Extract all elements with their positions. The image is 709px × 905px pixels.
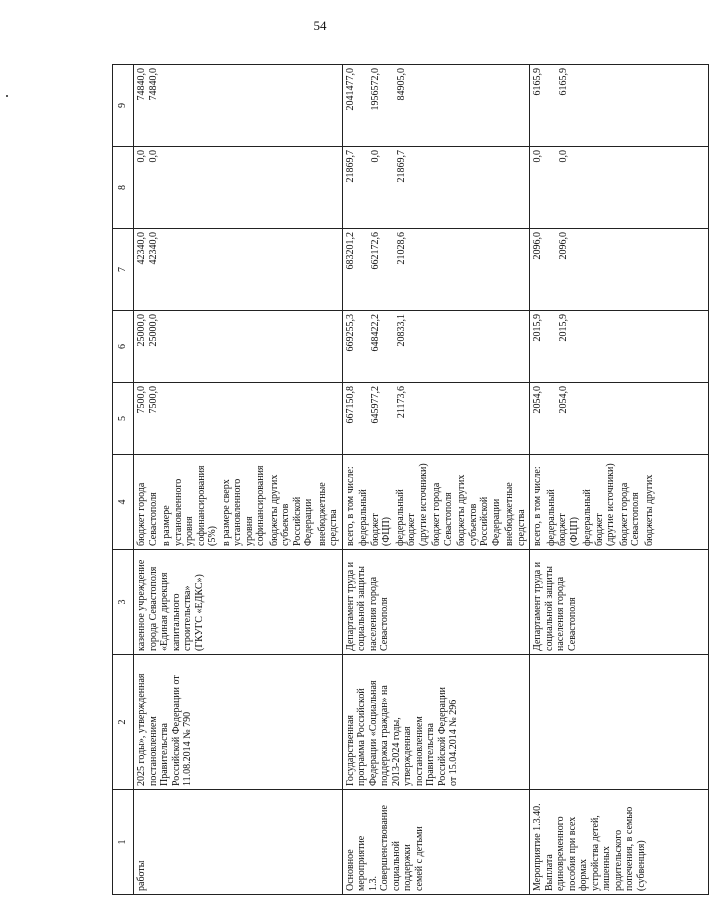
value-cell-6 (342, 311, 530, 383)
table-row (530, 65, 709, 895)
value: 0,0 (370, 150, 381, 163)
funding-sources-cell (134, 455, 343, 550)
value: 662172,6 (370, 232, 381, 270)
funding-source: в размере сверх установленного уровня софинансирования (220, 465, 266, 546)
value: 21028,6 (395, 232, 407, 265)
table-row (342, 65, 530, 895)
value (544, 68, 558, 143)
funding-source: бюджеты других субъектов Российской Федерации (456, 474, 502, 546)
value-cell-8 (134, 147, 343, 229)
funding-source: в размере установленного уровня софинансирования (5%) (161, 465, 218, 546)
funding-source: бюджет города Севастополя (618, 482, 641, 546)
value: 7500,0 (136, 386, 147, 414)
header-cell-2: 2 (113, 655, 134, 790)
value: 2096,0 (532, 232, 543, 260)
value: 74840,0 (147, 68, 159, 101)
value (544, 232, 558, 307)
value: 2015,9 (557, 314, 569, 342)
value: 2054,0 (532, 386, 543, 414)
header-cell-1: 1 (113, 790, 134, 895)
header-cell-4: 4 (113, 455, 134, 550)
value: 25000,0 (147, 314, 159, 347)
value-cell-8 (342, 147, 530, 229)
header-row (113, 65, 134, 895)
funding-source: бюджет города Севастополя (136, 482, 159, 546)
value (544, 150, 558, 225)
value-cell-5 (530, 383, 709, 455)
rotated-table-frame (112, 65, 655, 895)
value: 42340,0 (136, 232, 147, 265)
funding-source: внебюджетные средства (316, 482, 339, 546)
program-cell: Государственная программа Российской Федерации «Социальная поддержка граждан» на 2013-2024 годы, утвержденная постановлением Правительства Российской Федерации от 15.04.2014 № 296 (342, 655, 530, 790)
value (356, 232, 370, 307)
value (544, 314, 558, 379)
value (356, 68, 370, 143)
value: 645977,2 (370, 386, 381, 424)
value (544, 386, 558, 451)
value: 667150,8 (344, 386, 356, 424)
header-cell-6: 6 (113, 311, 134, 383)
funding-sources-cell (530, 455, 709, 550)
value (356, 314, 370, 379)
value-cell-7 (342, 229, 530, 311)
program-cell: 2025 годы», утвержденная постановлением Правительства Российской Федерации от 11.08.2014 № 790 (134, 655, 343, 790)
value-cell-9 (342, 65, 530, 147)
funding-source: федеральный бюджет (ФЦП) (545, 489, 580, 546)
value: 74840,0 (136, 68, 147, 101)
value: 21173,6 (395, 386, 407, 419)
value-cell-7 (530, 229, 709, 311)
value-cell-9 (530, 65, 709, 147)
value: 648422,2 (370, 314, 381, 352)
scan-artifact (6, 95, 8, 97)
value: 0,0 (532, 150, 543, 163)
funding-source: бюджеты других (643, 474, 655, 546)
value: 2041477,0 (344, 68, 356, 111)
page-number: 54 (313, 18, 327, 33)
value: 683201,2 (344, 232, 356, 270)
value: 42340,0 (147, 232, 159, 265)
funding-source: федеральный бюджет (другие источники) (582, 463, 616, 546)
value: 6165,9 (557, 68, 569, 96)
value-cell-5 (134, 383, 343, 455)
table-row (134, 65, 343, 895)
executor-cell: казенное учреждение города Севастополя «Единая дирекция капитального строительства» (ГКУГС «ЕДКС») (134, 550, 343, 655)
value: 0,0 (136, 150, 147, 163)
event-name-cell: работы (134, 790, 343, 895)
value-cell-7 (134, 229, 343, 311)
value-cell-8 (530, 147, 709, 229)
executor-cell: Департамент труда и социальной защиты населения города Севастополя (342, 550, 530, 655)
value: 0,0 (147, 150, 159, 163)
header-cell-8: 8 (113, 147, 134, 229)
value: 7500,0 (147, 386, 159, 414)
value: 21869,7 (395, 150, 407, 183)
value (356, 150, 370, 225)
value: 25000,0 (136, 314, 147, 347)
value: 0,0 (557, 150, 569, 163)
program-cell (530, 655, 709, 790)
funding-source: всего, в том числе: (532, 466, 543, 546)
value: 669255,3 (344, 314, 356, 352)
value: 2054,0 (557, 386, 569, 414)
funding-source: бюджет города Севастополя (431, 482, 454, 546)
funding-source: внебюджетные средства (504, 482, 527, 546)
value: 20833,1 (395, 314, 407, 347)
funding-source: всего, в том числе: (344, 466, 356, 546)
value (356, 386, 370, 451)
funding-sources-cell (342, 455, 530, 550)
funding-source: бюджеты других субъектов Российской Федерации (268, 474, 314, 546)
funding-source: федеральный бюджет (ФЦП) (358, 489, 392, 546)
value: 1956572,0 (370, 68, 381, 111)
funding-source: федеральный бюджет (другие источники) (394, 463, 429, 546)
value: 21869,7 (344, 150, 356, 183)
value: 2015,9 (532, 314, 543, 342)
value: 6165,9 (532, 68, 543, 96)
event-name-cell: Мероприятие 1.3.40. Выплата единовременного пособия при всех формах устройства детей, лишенных родительского попечения, в семью (субвенция) (530, 790, 709, 895)
value-cell-6 (134, 311, 343, 383)
value: 84905,0 (395, 68, 407, 101)
header-cell-3: 3 (113, 550, 134, 655)
value: 2096,0 (557, 232, 569, 260)
value-cell-9 (134, 65, 343, 147)
event-name-cell: Основное мероприятие 1.3. Совершенствование социальной поддержки семей с детьми (342, 790, 530, 895)
program-funding-table (112, 64, 709, 895)
header-cell-7: 7 (113, 229, 134, 311)
value-cell-5 (342, 383, 530, 455)
header-cell-5: 5 (113, 383, 134, 455)
value-cell-6 (530, 311, 709, 383)
header-cell-9: 9 (113, 65, 134, 147)
executor-cell: Департамент труда и социальной защиты населения города Севастополя (530, 550, 709, 655)
